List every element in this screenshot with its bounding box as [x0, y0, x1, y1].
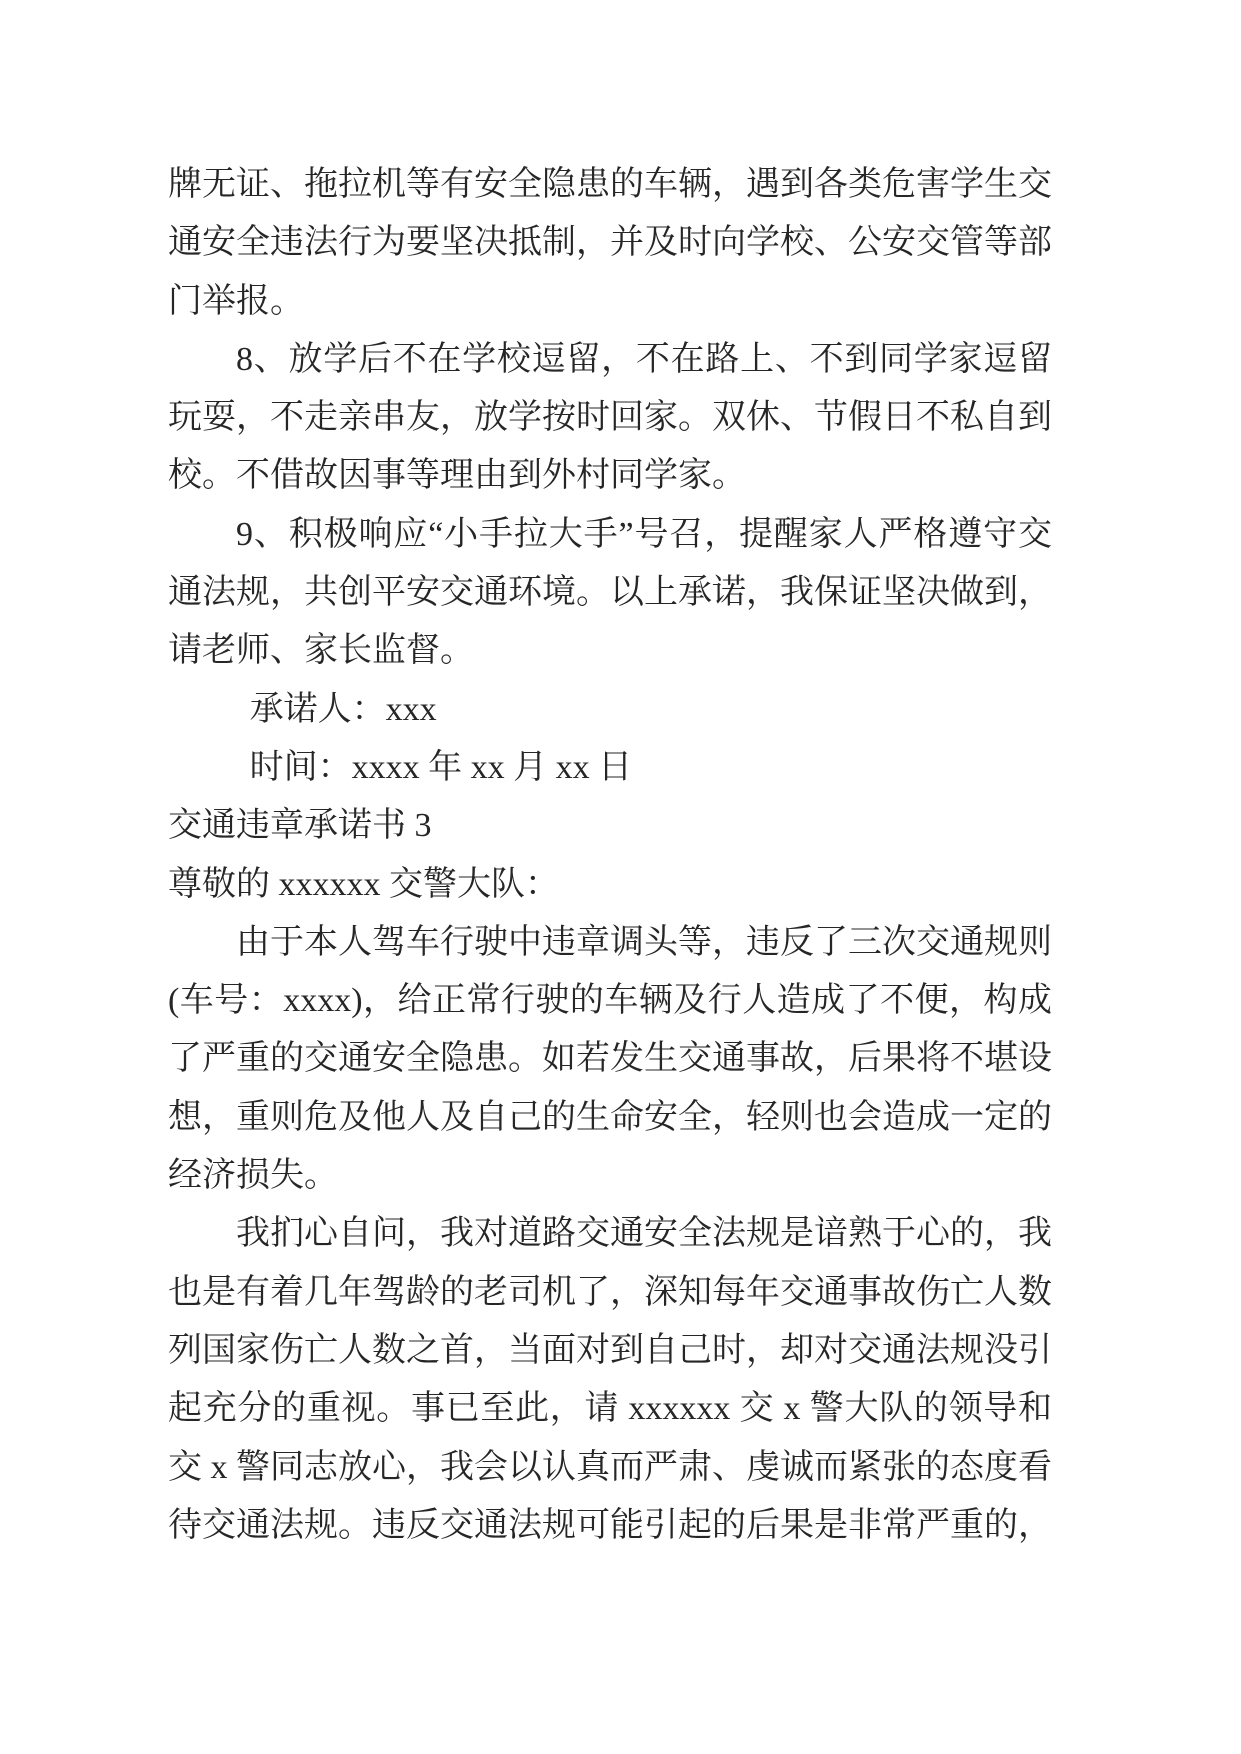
- body-paragraph-unsafe-vehicles: 牌无证、拖拉机等有安全隐患的车辆，遇到各类危害学生交通安全违法行为要坚决抵制，并及时向学校、公安交管等部门举报。: [168, 166, 1052, 320]
- date-line: 时间：xxxx 年 xx 月 xx 日: [249, 748, 633, 786]
- body-paragraph-rule-9: 9、积极响应“小手拉大手”号召，提醒家人严格遵守交通法规，共创平安交通环境。以上承诺，我保证坚决做到，请老师、家长监督。: [168, 515, 1052, 670]
- section-title: 交通违章承诺书 3: [168, 807, 432, 845]
- signature-line: 承诺人：xxx: [249, 690, 437, 728]
- body-paragraph-self-reflection: 我扪心自问，我对道路交通安全法规是谙熟于心的，我也是有着几年驾龄的老司机了，深知每年交通事故伤亡人数列国家伤亡人数之首，当面对到自己时，却对交通法规没引起充分的重视。事已至此，请 xxxxxx 交 x 警大队的领导和交 x 警同志放心，我会以认真而严肃、虔诚而紧张的态度看待交通法规。违反交通法规可能引起的后果是非常严重的，: [168, 1215, 1052, 1544]
- document-body: [168, 156, 1052, 1555]
- body-paragraph-violation-description: 由于本人驾车行驶中违章调头等，违反了三次交通规则(车号：xxxx)，给正常行驶的车辆及行人造成了不便，构成了严重的交通安全隐患。如若发生交通事故，后果将不堪设想，重则危及他人及自己的生命安全，轻则也会造成一定的经济损失。: [168, 923, 1052, 1195]
- salutation: 尊敬的 xxxxxx 交警大队：: [168, 865, 559, 903]
- body-paragraph-rule-8: 8、放学后不在学校逗留，不在路上、不到同学家逗留玩耍，不走亲串友，放学按时回家。双休、节假日不私自到校。不借故因事等理由到外村同学家。: [168, 340, 1052, 495]
